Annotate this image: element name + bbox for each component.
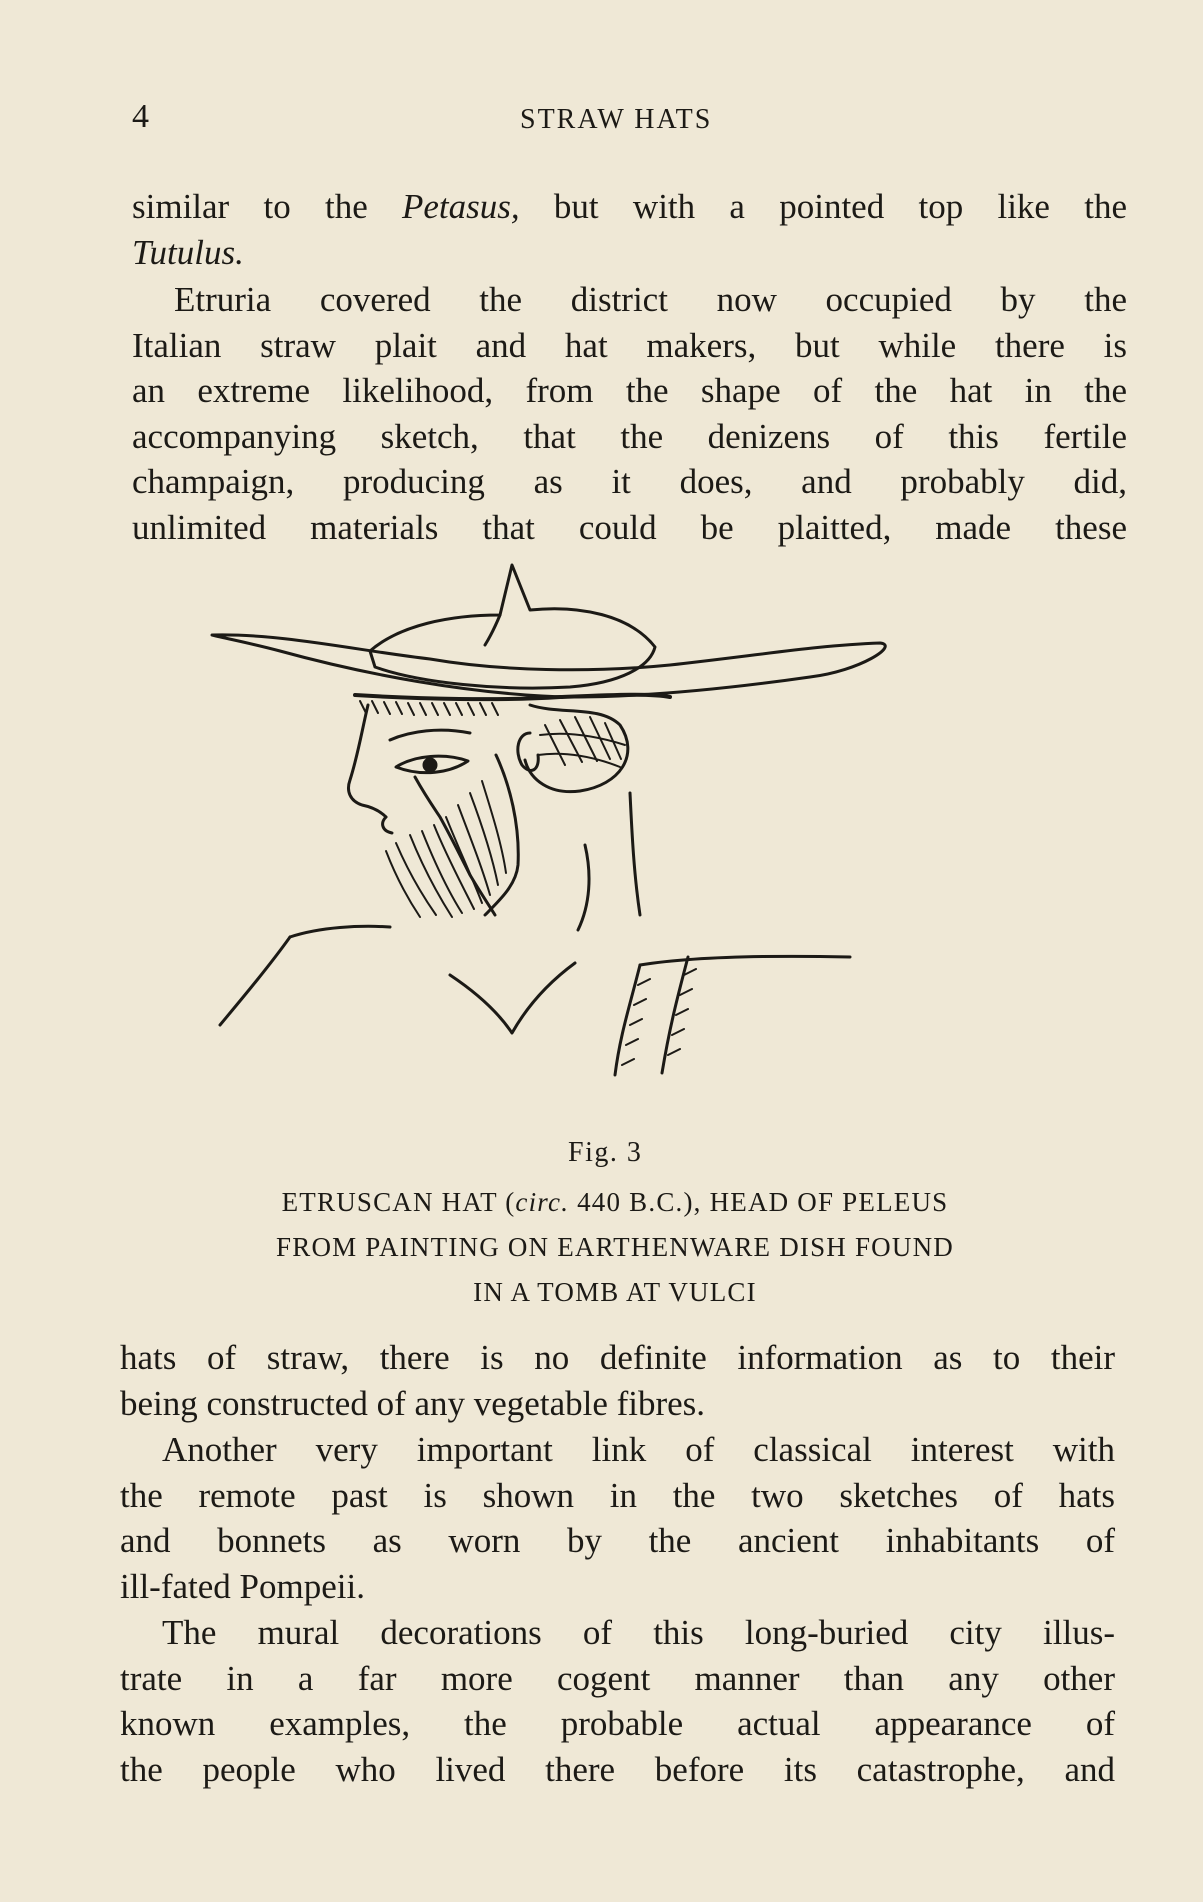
- paragraph-4: [120, 1427, 1115, 1609]
- paragraph-line: known examples, the probable actual appearance of: [120, 1704, 1115, 1743]
- etruscan-hat-illustration: [200, 555, 1040, 1135]
- running-title: STRAW HATS: [520, 104, 713, 135]
- paragraph-5: [120, 1610, 1115, 1792]
- paragraph-line: The mural decorations of this long-buried city illus-: [162, 1613, 1115, 1652]
- paragraph-line: and bonnets as worn by the ancient inhabitants of: [120, 1521, 1115, 1560]
- paragraph-line: similar to the Petasus, but with a pointed top like the: [132, 187, 1127, 226]
- paragraph-2: [132, 277, 1127, 550]
- paragraph-line: an extreme likelihood, from the shape of the hat in the: [132, 371, 1127, 410]
- paragraph-line: Tutulus.: [132, 232, 244, 272]
- paragraph-line: hats of straw, there is no definite information as to their: [120, 1338, 1115, 1377]
- paragraph-line: the remote past is shown in the two sketches of hats: [120, 1475, 1115, 1515]
- paragraph-3: [120, 1335, 1115, 1426]
- paragraph-line: unlimited materials that could be plaitted, made these: [132, 507, 1127, 547]
- paragraph-line: Etruria covered the district now occupied by the: [174, 280, 1127, 319]
- paragraph-line: trate in a far more cogent manner than any other: [120, 1658, 1115, 1698]
- caption-line: FROM PAINTING ON EARTHENWARE DISH FOUND: [276, 1232, 954, 1262]
- paragraph-line: ill-fated Pompeii.: [120, 1566, 365, 1606]
- caption-line: IN A TOMB AT VULCI: [473, 1277, 757, 1307]
- caption-line: ETRUSCAN HAT (circ. 440 B.C.), HEAD OF PELEUS: [281, 1187, 949, 1217]
- paragraph-line: accompanying sketch, that the denizens of this fertile: [132, 416, 1127, 456]
- paragraph-1: [132, 184, 1127, 275]
- paragraph-line: champaign, producing as it does, and probably did,: [132, 462, 1127, 501]
- paragraph-line: the people who lived there before its catastrophe, and: [120, 1749, 1115, 1789]
- page-number: 4: [132, 98, 149, 135]
- paragraph-line: Italian straw plait and hat makers, but while there is: [132, 325, 1127, 365]
- figure-label: Fig. 3: [568, 1137, 643, 1168]
- figure-caption: [175, 1180, 1055, 1315]
- paragraph-line: being constructed of any vegetable fibres.: [120, 1383, 706, 1423]
- paragraph-line: Another very important link of classical interest with: [162, 1430, 1115, 1469]
